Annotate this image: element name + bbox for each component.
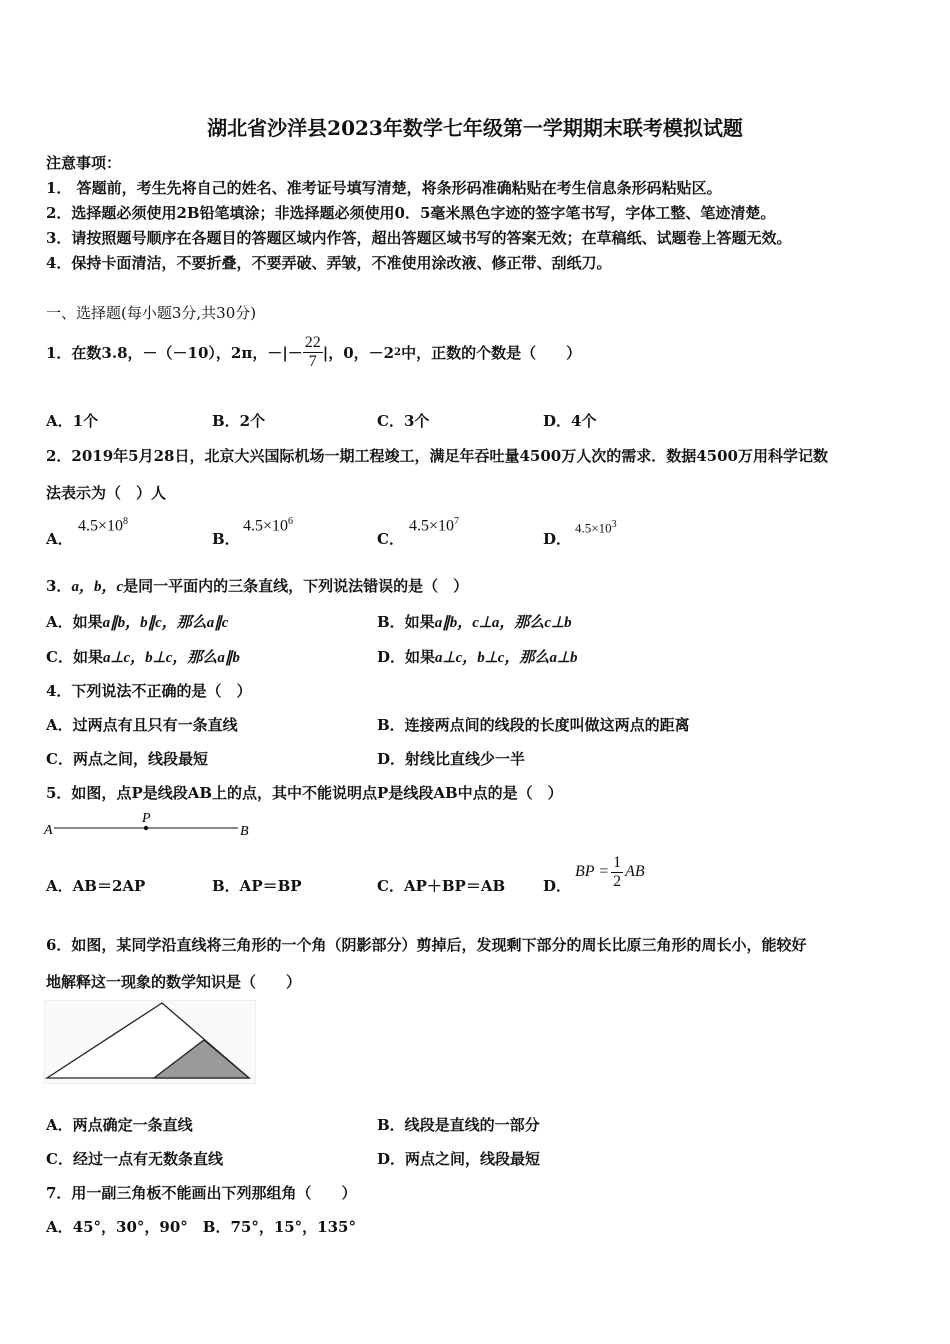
q2-option-d-label: D．: [543, 530, 572, 548]
q6-option-b: B．线段是直线的一部分: [377, 1116, 540, 1134]
question-6-line-1: 6．如图，某同学沿直线将三角形的一个角（阴影部分）剪掉后，发现剩下部分的周长比原三角形的周长小，能较好: [46, 936, 807, 954]
q1-middle: |，0，－2: [322, 343, 395, 362]
q3-a-expr: a∥b，b∥c，那么a∥c: [102, 615, 229, 631]
q3-b-expr: a∥b，c⊥a，那么c⊥b: [434, 615, 572, 631]
section-heading: 一、选择题(每小题3分,共30分): [46, 304, 257, 322]
q3-vars: a，b，c: [71, 579, 124, 595]
q5-option-a: A．AB＝2AP: [46, 877, 146, 895]
question-1-stem: [46, 328, 581, 376]
notice-item-1: 1． 答题前，考生先将自己的姓名、准考证号填写清楚，将条形码准确粘贴在考生信息条形码粘贴区。: [46, 179, 722, 197]
q2-b-exp: 6: [288, 516, 294, 527]
q2-c-exp: 7: [454, 516, 460, 527]
q5-d-den: 2: [613, 872, 622, 890]
q3-option-b: [377, 611, 572, 632]
q5-option-b: B．AP＝BP: [212, 877, 302, 895]
point-a-label: A: [44, 823, 53, 838]
q3-option-d: [377, 646, 578, 667]
q1-option-b: B．2个: [212, 412, 266, 430]
q1-frac-num: 22: [304, 333, 321, 351]
question-5-stem: 5．如图，点P是线段AB上的点，其中不能说明点P是线段AB中点的是（ ）: [46, 784, 563, 802]
q1-option-d: D．4个: [543, 412, 597, 430]
q2-d-exp: 3: [611, 519, 617, 530]
q6-option-a: A．两点确定一条直线: [46, 1116, 193, 1134]
q2-b-mantissa: 4.5×10: [243, 517, 289, 535]
q3-c-expr: a⊥c，b⊥c，那么a∥b: [102, 650, 240, 666]
page-title: 湖北省沙洋县2023年数学七年级第一学期期末联考模拟试题: [207, 116, 743, 140]
q5-segment-figure: [40, 810, 270, 844]
q3-c-label: C．如果: [46, 648, 103, 666]
question-6-line-2: 地解释这一现象的数学知识是（ ）: [46, 973, 302, 991]
q4-option-b: B．连接两点间的线段的长度叫做这两点的距离: [377, 716, 690, 734]
q2-d-mantissa: 4.5×10: [575, 520, 612, 536]
question-2-line-1: 2．2019年5月28日，北京大兴国际机场一期工程竣工，满足年吞吐量4500万人次的需求．数据4500万用科学记数: [46, 447, 828, 465]
q2-option-b-label: B．: [212, 530, 240, 548]
point-p-label: P: [142, 811, 151, 826]
question-7-stem: 7．用一副三角板不能画出下列那组角（ ）: [46, 1184, 357, 1202]
q6-option-c: C．经过一点有无数条直线: [46, 1150, 223, 1168]
q5-option-c: C．AP＋BP＝AB: [377, 877, 506, 895]
q3-d-label: D．如果: [377, 648, 436, 666]
notice-item-4: 4．保持卡面清洁，不要折叠，不要弄破、弄皱，不准使用涂改液、修正带、刮纸刀。: [46, 254, 612, 272]
q3-prefix: 3．: [46, 577, 72, 595]
q5-d-num: 1: [613, 853, 622, 871]
q1-exponent: 2: [394, 346, 402, 358]
notice-item-2: 2．选择题必须使用2B铅笔填涂；非选择题必须使用0．5毫米黑色字迹的签字笔书写，字体工整、笔迹清楚。: [46, 204, 776, 222]
q7-options: A．45°，30°，90° B．75°，15°，135°: [46, 1218, 356, 1236]
q1-prefix: 1．在数3.8，－（－10），2π，－|－: [46, 343, 303, 362]
q5-option-d-expr: [575, 850, 645, 894]
q1-option-a: A．1个: [46, 412, 99, 430]
q3-option-c: [46, 646, 240, 667]
point-p-dot: [144, 826, 148, 830]
q4-option-c: C．两点之间，线段最短: [46, 750, 208, 768]
q2-option-a-label: A．: [46, 530, 73, 548]
q4-option-d: D．射线比直线少一半: [377, 750, 526, 768]
q2-c-mantissa: 4.5×10: [409, 517, 455, 535]
q1-frac-den: 7: [308, 352, 317, 370]
q3-option-a: [46, 611, 228, 632]
q6-triangle-figure: [44, 1000, 256, 1084]
q2-a-mantissa: 4.5×10: [78, 517, 124, 535]
q3-suffix: 是同一平面内的三条直线，下列说法错误的是（ ）: [123, 577, 469, 595]
q6-option-d: D．两点之间，线段最短: [377, 1150, 541, 1168]
q1-suffix: 中，正数的个数是（ ）: [401, 343, 582, 362]
q2-option-c-value: [409, 516, 459, 535]
q2-a-exp: 8: [123, 516, 129, 527]
point-b-label: B: [240, 824, 249, 839]
q5-d-fraction: [611, 854, 623, 891]
question-3-stem: [46, 575, 468, 596]
notice-heading: 注意事项：: [46, 154, 122, 172]
q5-option-d-label: D．: [543, 877, 572, 895]
q3-a-label: A．如果: [46, 613, 103, 631]
q2-option-a-value: [78, 516, 128, 535]
q1-fraction: [303, 334, 323, 371]
q5-d-lhs: BP =: [575, 863, 610, 880]
question-2-line-2: 法表示为（ ）人: [46, 484, 167, 502]
q3-d-expr: a⊥c，b⊥c，那么a⊥b: [435, 650, 578, 666]
q2-option-d-value: [575, 519, 617, 536]
question-4-stem: 4．下列说法不正确的是（ ）: [46, 682, 252, 700]
notice-item-3: 3．请按照题号顺序在各题目的答题区域内作答，超出答题区域书写的答案无效；在草稿纸、试题卷上答题无效。: [46, 229, 792, 247]
q5-d-rhs: AB: [625, 863, 645, 880]
q4-option-a: A．过两点有且只有一条直线: [46, 716, 238, 734]
q2-option-c-label: C．: [377, 530, 404, 548]
q3-b-label: B．如果: [377, 613, 435, 631]
q2-option-b-value: [243, 516, 293, 535]
q1-option-c: C．3个: [377, 412, 430, 430]
